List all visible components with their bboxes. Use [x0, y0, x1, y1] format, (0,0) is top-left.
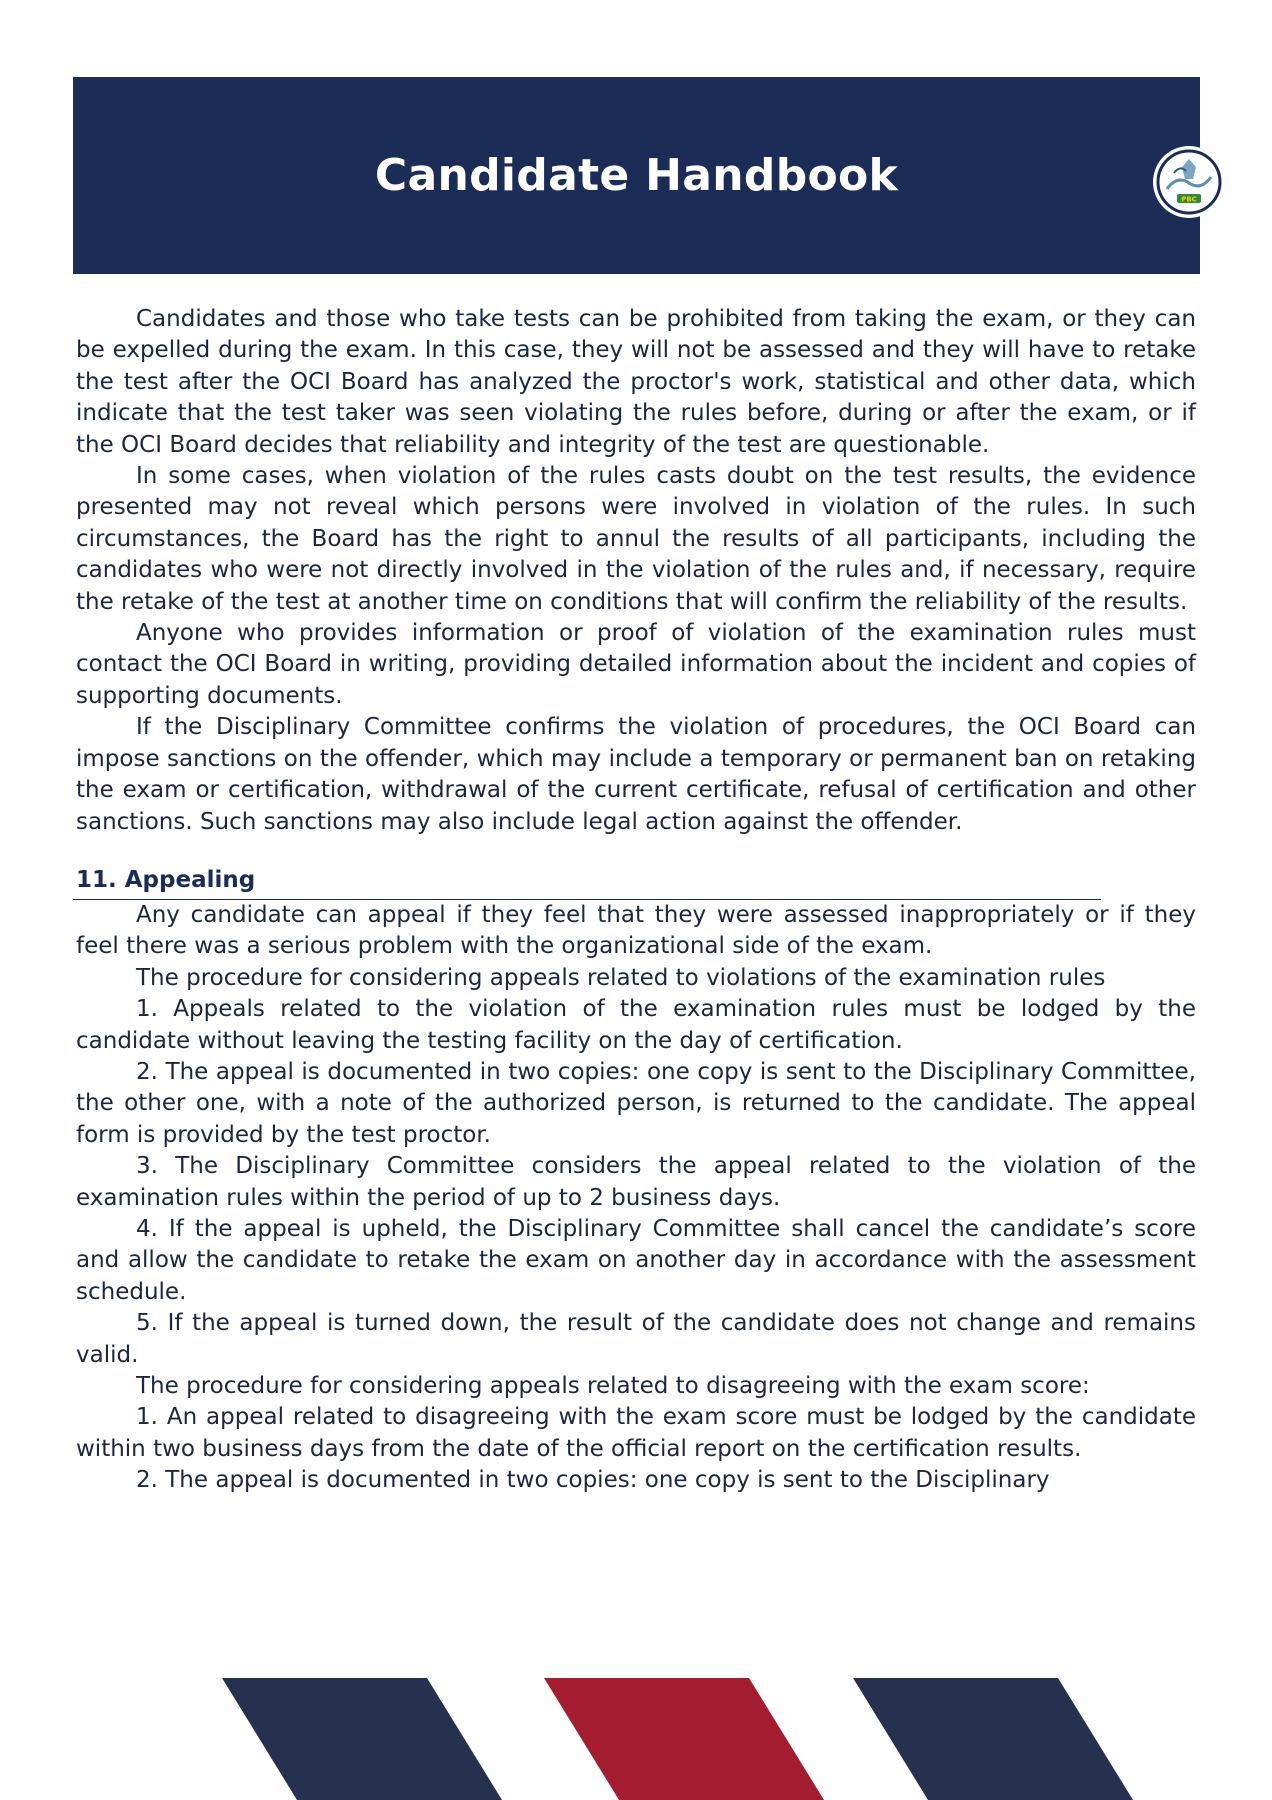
header-banner	[73, 77, 1200, 274]
page-content	[76, 304, 1196, 1497]
page-title: Candidate Handbook	[374, 150, 899, 201]
section-heading-appealing: 11. Appealing	[73, 865, 1101, 900]
list-item-score-2: 2. The appeal is documented in two copies: one copy is sent to the Disciplinary	[136, 1467, 1050, 1494]
list-item-violation-1: 1. Appeals related to the violation of the examination rules must be lodged by the candidate without leaving the testing facility on the day of certification.	[76, 996, 1196, 1054]
paragraph-procedure-violations: The procedure for considering appeals related to violations of the examination rules	[136, 964, 1106, 991]
paragraph-procedure-score: The procedure for considering appeals related to disagreeing with the exam score:	[136, 1373, 1090, 1399]
paragraph-annulment: In some cases, when violation of the rules casts doubt on the test results, the evidence presented may not reveal which persons were involved in violation of the rules. In such circumstances, the Board has the right to annul the results of all participants, including the candidates who were not directly involved in the violation of the rules and, if necessary, require the retake of the test at another time on conditions that will confirm the reliability of the results.	[76, 463, 1196, 615]
paragraph-prohibition: Candidates and those who take tests can be prohibited from taking the exam, or they can be expelled during the exam. In this case, they will not be assessed and they will have to retake the test after the OCI Board has analyzed the proctor's work, statistical and other data, which indicate that the test taker was seen violating the rules before, during or after the exam, or if the OCI Board decides that reliability and integrity of the test are questionable.	[76, 306, 1196, 458]
list-item-violation-5: 5. If the appeal is turned down, the result of the candidate does not change and remains valid.	[76, 1310, 1196, 1368]
organization-logo	[1152, 145, 1226, 219]
stripe-navy-left	[222, 1678, 502, 1800]
paragraph-sanctions: If the Disciplinary Committee confirms the violation of procedures, the OCI Board can impose sanctions on the offender, which may include a temporary or permanent ban on retaking the exam or certification, withdrawal of the current certificate, refusal of certification and other sanctions. Such sanctions may also include legal action against the offender.	[76, 714, 1196, 835]
logo-text: PBC	[1181, 195, 1197, 204]
list-item-violation-4: 4. If the appeal is upheld, the Disciplinary Committee shall cancel the candidate’s score and allow the candidate to retake the exam on another day in accordance with the assessment schedule.	[76, 1215, 1196, 1305]
paragraph-reporting: Anyone who provides information or proof of violation of the examination rules must contact the OCI Board in writing, providing detailed information about the incident and copies of supporting documents.	[76, 620, 1196, 709]
stripe-navy-right	[853, 1678, 1133, 1800]
list-item-violation-2: 2. The appeal is documented in two copies: one copy is sent to the Disciplinary Committee, the other one, with a note of the authorized person, is returned to the candidate. The appeal form is provided by the test proctor.	[76, 1058, 1196, 1148]
list-item-violation-3: 3. The Disciplinary Committee considers the appeal related to the violation of the examination rules within the period of up to 2 business days.	[76, 1153, 1196, 1211]
list-item-score-1: 1. An appeal related to disagreeing with the exam score must be lodged by the candidate within two business days from the date of the official report on the certification results.	[76, 1404, 1196, 1462]
stripe-red	[544, 1678, 824, 1800]
footer-stripes	[0, 1678, 1272, 1800]
paragraph-appeal-intro: Any candidate can appeal if they feel that they were assessed inappropriately or if they feel there was a serious problem with the organizational side of the exam.	[76, 901, 1196, 960]
